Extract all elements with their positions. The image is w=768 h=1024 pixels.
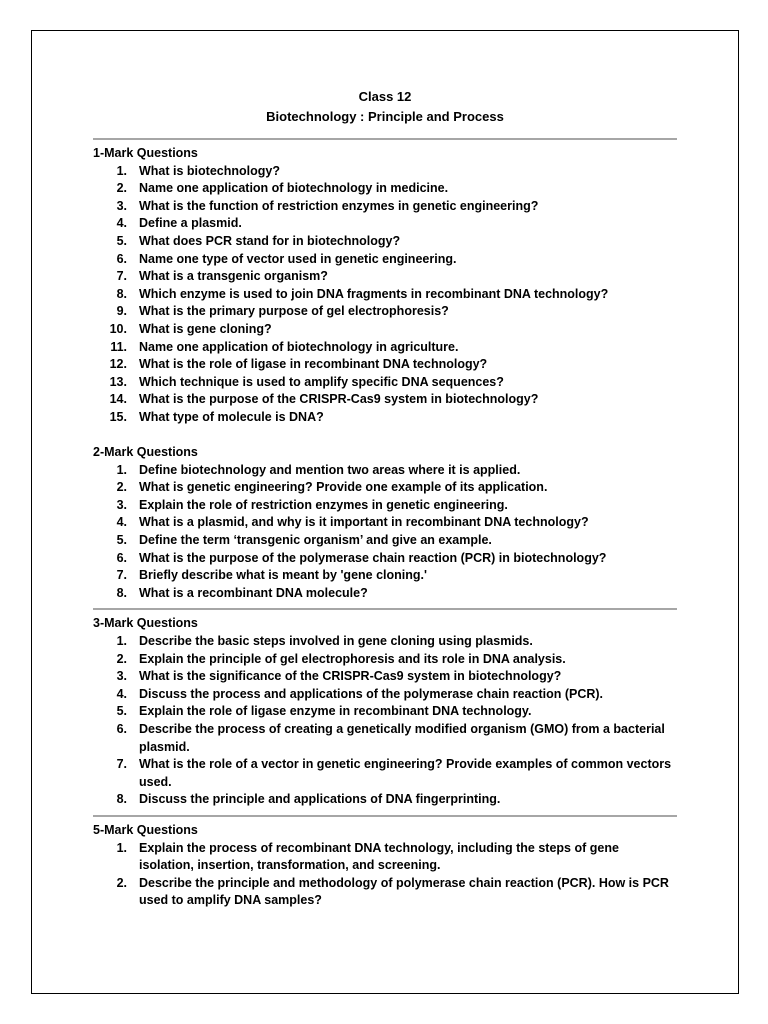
question-text: Describe the principle and methodology of polymerase chain reaction (PCR). How is PCR used to amplify DNA samples?	[139, 875, 669, 908]
question-number: 5.	[116, 533, 127, 548]
question-number: 7.	[116, 757, 127, 772]
question-number: 2.	[116, 480, 127, 495]
question-text: What is the primary purpose of gel electrophoresis?	[139, 304, 449, 319]
question-number: 13.	[109, 374, 127, 389]
question-text: Name one application of biotechnology in medicine.	[139, 181, 449, 196]
question-number: 4.	[116, 216, 127, 231]
question-text: Explain the role of restriction enzymes in genetic engineering.	[139, 497, 508, 512]
question-item	[93, 479, 677, 497]
question-item	[93, 756, 677, 791]
question-text: Discuss the principle and applications of DNA fingerprinting.	[139, 792, 501, 807]
question-number: 12.	[109, 357, 127, 372]
question-number: 8.	[116, 585, 127, 600]
question-number: 4.	[116, 515, 127, 530]
question-number: 3.	[116, 497, 127, 512]
section-heading: 3-Mark Questions	[93, 616, 198, 631]
divider	[93, 608, 677, 610]
question-item	[93, 180, 677, 198]
question-text: What is the purpose of the polymerase chain reaction (PCR) in biotechnology?	[139, 550, 607, 565]
question-number: 1.	[116, 462, 127, 477]
document-body	[93, 87, 677, 910]
question-number: 11.	[110, 339, 127, 354]
question-text: What is the role of a vector in genetic engineering? Provide examples of common vectors used.	[139, 757, 672, 789]
question-number: 14.	[109, 392, 127, 407]
subject-title: Biotechnology : Principle and Process	[266, 109, 504, 124]
question-number: 6.	[116, 722, 127, 736]
question-text: What is genetic engineering? Provide one example of its application.	[139, 480, 548, 495]
section-heading: 2-Mark Questions	[93, 445, 198, 460]
question-number: 6.	[116, 251, 127, 266]
divider	[93, 138, 677, 140]
question-item	[93, 875, 677, 910]
question-number: 15.	[109, 409, 127, 424]
question-list	[93, 462, 677, 603]
question-number: 10.	[109, 321, 127, 336]
question-item	[93, 321, 677, 339]
class-title: Class 12	[358, 89, 412, 104]
section-5-mark	[93, 822, 677, 910]
question-text: What is the purpose of the CRISPR-Cas9 system in biotechnology?	[139, 392, 539, 407]
section-heading: 5-Mark Questions	[93, 822, 198, 837]
question-number: 5.	[116, 233, 127, 248]
question-number: 3.	[116, 669, 127, 684]
question-text: What type of molecule is DNA?	[139, 409, 324, 424]
question-item	[93, 791, 677, 809]
question-item	[93, 268, 677, 286]
question-text: Describe the process of creating a genetically modified organism (GMO) from a bacterial plasmid.	[139, 722, 665, 754]
question-item	[93, 251, 677, 269]
question-item	[93, 514, 677, 532]
section-heading: 1-Mark Questions	[93, 146, 198, 160]
section-3-mark	[93, 615, 677, 809]
question-text: Briefly describe what is meant by 'gene cloning.'	[139, 568, 427, 583]
question-text: What is the role of ligase in recombinant DNA technology?	[139, 357, 488, 372]
question-item	[93, 356, 677, 374]
question-number: 7.	[116, 568, 127, 583]
question-number: 7.	[116, 269, 127, 284]
question-item	[93, 163, 677, 181]
question-item	[93, 233, 677, 251]
question-item	[93, 532, 677, 550]
question-number: 8.	[116, 792, 127, 807]
question-item	[93, 391, 677, 409]
question-item	[93, 567, 677, 585]
section-1-mark	[93, 145, 677, 427]
question-item	[93, 497, 677, 515]
question-text: Explain the principle of gel electrophoresis and its role in DNA analysis.	[139, 651, 566, 666]
question-number: 5.	[116, 704, 127, 719]
question-text: Name one type of vector used in genetic engineering.	[139, 251, 457, 266]
question-text: Explain the process of recombinant DNA technology, including the steps of gene isolation, insertion, transformation, and screening.	[139, 840, 619, 873]
question-text: What is a plasmid, and why is it important in recombinant DNA technology?	[139, 515, 589, 530]
question-item	[93, 409, 677, 427]
question-item	[93, 550, 677, 568]
question-number: 3.	[116, 198, 127, 213]
question-number: 8.	[116, 286, 127, 301]
question-item	[93, 339, 677, 357]
question-number: 2.	[116, 875, 127, 890]
question-text: Which enzyme is used to join DNA fragments in recombinant DNA technology?	[139, 286, 609, 301]
question-list	[93, 633, 677, 809]
question-number: 4.	[116, 686, 127, 701]
question-text: Define the term ‘transgenic organism’ and give an example.	[139, 533, 492, 548]
question-text: Discuss the process and applications of the polymerase chain reaction (PCR).	[139, 686, 604, 701]
question-text: Define a plasmid.	[139, 216, 242, 231]
question-item	[93, 840, 677, 875]
question-number: 1.	[116, 840, 127, 855]
question-item	[93, 721, 677, 756]
question-text: What is gene cloning?	[139, 321, 272, 336]
question-item	[93, 198, 677, 216]
question-list	[93, 163, 677, 427]
question-text: Which technique is used to amplify specific DNA sequences?	[139, 374, 504, 389]
question-item	[93, 633, 677, 651]
section-2-mark	[93, 444, 677, 602]
question-item	[93, 286, 677, 304]
question-number: 2.	[116, 651, 127, 666]
question-number: 9.	[116, 304, 127, 319]
question-item	[93, 651, 677, 669]
question-text: Describe the basic steps involved in gene cloning using plasmids.	[139, 634, 533, 649]
question-text: What is a transgenic organism?	[139, 269, 328, 284]
question-text: Name one application of biotechnology in agriculture.	[139, 339, 459, 354]
question-item	[93, 374, 677, 392]
question-number: 1.	[116, 634, 127, 649]
question-number: 6.	[116, 550, 127, 565]
question-text: Explain the role of ligase enzyme in recombinant DNA technology.	[139, 704, 532, 719]
question-item	[93, 686, 677, 704]
question-number: 2.	[116, 181, 127, 196]
question-item	[93, 703, 677, 721]
question-text: What is a recombinant DNA molecule?	[139, 585, 368, 600]
spacer	[93, 427, 677, 445]
question-item	[93, 303, 677, 321]
question-list	[93, 840, 677, 910]
question-text: What is the significance of the CRISPR-Cas9 system in biotechnology?	[139, 669, 562, 684]
divider	[93, 815, 677, 817]
question-text: What is biotechnology?	[139, 163, 280, 178]
question-item	[93, 668, 677, 686]
question-item	[93, 462, 677, 480]
question-text: Define biotechnology and mention two areas where it is applied.	[139, 462, 521, 477]
question-text: What is the function of restriction enzymes in genetic engineering?	[139, 198, 539, 213]
question-text: What does PCR stand for in biotechnology?	[139, 233, 401, 248]
question-item	[93, 585, 677, 603]
question-item	[93, 215, 677, 233]
question-number: 1.	[116, 163, 127, 178]
